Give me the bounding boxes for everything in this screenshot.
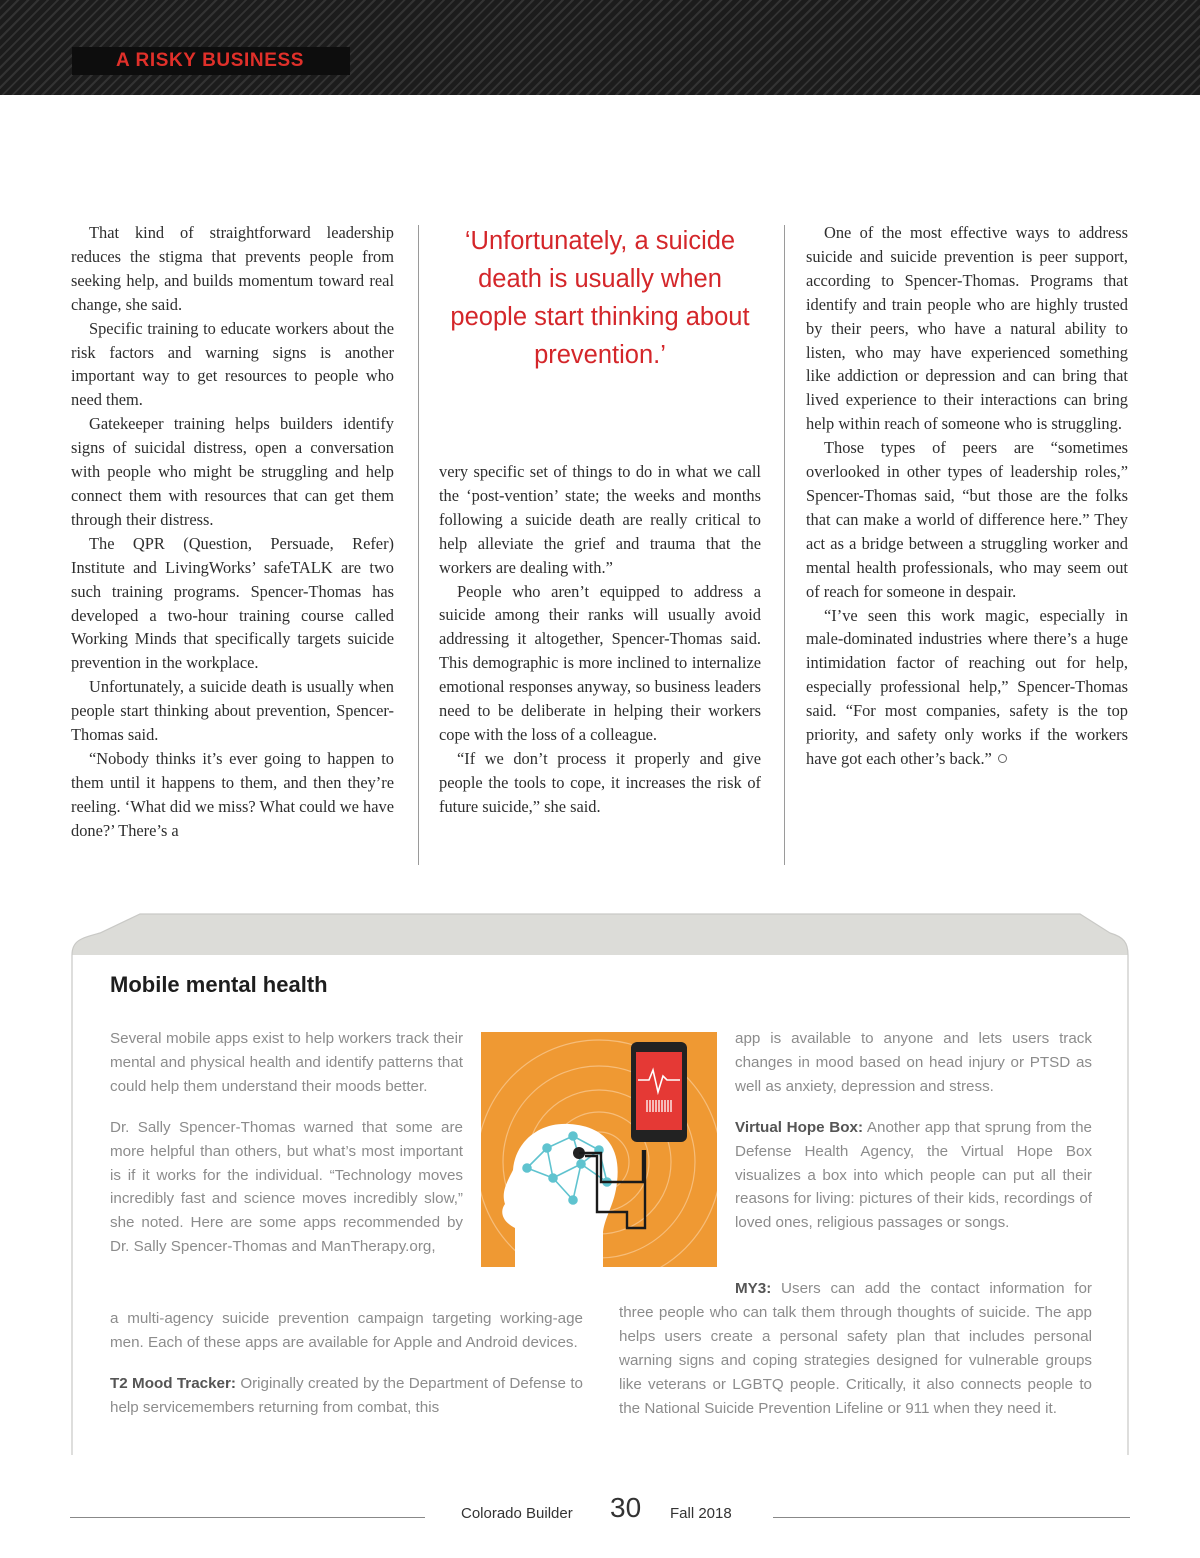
- sidebar-title: Mobile mental health: [110, 972, 328, 997]
- app-description: Originally created by the Department of Defense to help servicemembers returning from combat, this: [110, 1374, 584, 1416]
- section-label: A RISKY BUSINESS: [116, 50, 305, 71]
- footer-rule-left: [70, 1517, 425, 1518]
- paragraph: Those types of peers are “sometimes overlooked in other types of leadership roles,” Spencer-Thomas said, “but those are the folks that can make a world of difference here.” They act as a bridge between a struggling worker and mental health professionals, who may seem out of reach for someone in despair.: [806, 438, 1128, 601]
- mental-health-app-illustration: [481, 1032, 717, 1267]
- paragraph: “Nobody thinks it’s ever going to happen to them until it happens to them, and then they’re reeling. ‘What did we miss? What could we have done?’ There’s a: [71, 748, 394, 840]
- footer-issue: Fall 2018: [670, 1505, 732, 1522]
- paragraph: Specific training to educate workers about the risk factors and warning signs is another important way to get resources to people who need them.: [71, 318, 394, 410]
- app-description: Users can add the contact information for three people who can talk them through thoughts of suicide. The app helps users create a personal safety plan that includes personal warning signs and coping strategies designed for vulnerable groups like veterans or LGBTQ people. Critically, it also connects people to the National Suicide Prevention Lifeline or 911 when they need it.: [619, 1280, 1092, 1417]
- paragraph: People who aren’t equipped to address a suicide among their ranks will usually avoid addressing it altogether, Spencer-Thomas said. This demographic is more inclined to internalize emotional responses anyway, so business leaders need to be deliberate in helping their workers cope with the loss of a colleague.: [439, 581, 761, 744]
- paragraph: Gatekeeper training helps builders identify signs of suicidal distress, open a conversation with people who might be struggling and help connect them with resources that can get them through their distress.: [71, 414, 394, 529]
- sidebar-column-right-bottom: [619, 1277, 1092, 1420]
- sidebar-column-right-top: [735, 1027, 1092, 1235]
- pull-quote: ‘Unfortunately, a suicide death is usually when people start thinking about prevention.’: [450, 227, 750, 369]
- sidebar-column-left-bottom: [110, 1307, 583, 1437]
- app-entry-my3: [619, 1277, 1092, 1420]
- paragraph: The QPR (Question, Persuade, Refer) Institute and LivingWorks’ safeTALK are two such training programs. Spencer-Thomas has developed a two-hour training course called Working Minds that specifically targets suicide prevention in the workplace.: [71, 533, 394, 673]
- sidebar-paragraph: Several mobile apps exist to help workers track their mental and physical health and identify patterns that could help them understand their moods better.: [110, 1030, 463, 1095]
- paragraph: That kind of straightforward leadership reduces the stigma that prevents people from seeking help, and builds momentum toward real change, she said.: [71, 223, 394, 314]
- app-name: Virtual Hope Box:: [735, 1118, 864, 1136]
- footer-publication: Colorado Builder: [461, 1505, 573, 1522]
- footer-rule-right: [773, 1517, 1130, 1518]
- app-entry-virtual-hope-box: [735, 1116, 1092, 1236]
- app-name: MY3:: [735, 1280, 772, 1297]
- paragraph-text: “I’ve seen this work magic, especially in male-dominated industries where there’s a huge intimidation factor of reaching out for help, especially professional help,” Spencer-Thomas said. “For most companies, safety is the top priority, and safety only works if the workers have got each other’s back.”: [806, 605, 1128, 768]
- sidebar-paragraph: Dr. Sally Spencer-Thomas warned that some are more helpful than others, but what’s most important is if it works for the individual. “Technology moves incredibly fast and science moves incredibly slow,” she noted. Here are some apps recommended by Dr. Sally Spencer-Thomas and ManTherapy.org,: [110, 1118, 463, 1256]
- paragraph: “If we don’t process it properly and give people the tools to cope, it increases the risk of future suicide,” she said.: [439, 748, 761, 816]
- page-number: 30: [610, 1492, 642, 1523]
- illustration-graphic: [481, 1032, 717, 1267]
- barcode-icon: [647, 1100, 671, 1112]
- app-description: Another app that sprung from the Defense Health Agency, the Virtual Hope Box visualizes a box into which people can put all their reasons for living: pictures of their kids, recordings of loved ones, religious passages or songs.: [735, 1118, 1092, 1232]
- sidebar-box-header-shape: [72, 914, 1128, 955]
- paragraph: Unfortunately, a suicide death is usually when people start thinking about prevention, Spencer-Thomas said.: [71, 677, 394, 745]
- app-name: T2 Mood Tracker:: [110, 1374, 236, 1392]
- paragraph: very specific set of things to do in what we call the ‘post-vention’ state; the weeks and months following a suicide death are really critical to help alleviate the grief and trauma that the workers are dealing with.”: [439, 462, 761, 577]
- sidebar-column-left-top: [110, 1027, 463, 1259]
- sidebar-paragraph: a multi-agency suicide prevention campaign targeting working-age men. Each of these apps are available for Apple and Android devices.: [110, 1310, 583, 1351]
- app-entry-t2-mood-tracker: [110, 1372, 583, 1420]
- paragraph: One of the most effective ways to address suicide and suicide prevention is peer support, according to Spencer-Thomas. Programs that identify and train people who are highly trusted by their peers, who have a natural ability to listen, who may have experienced something like addiction or depression and can bring that lived experience to their interactions can bring help within reach of someone who is struggling.: [806, 223, 1128, 434]
- sidebar-paragraph: app is available to anyone and lets users track changes in mood based on head injury or PTSD as well as anxiety, depression and stress.: [735, 1030, 1092, 1095]
